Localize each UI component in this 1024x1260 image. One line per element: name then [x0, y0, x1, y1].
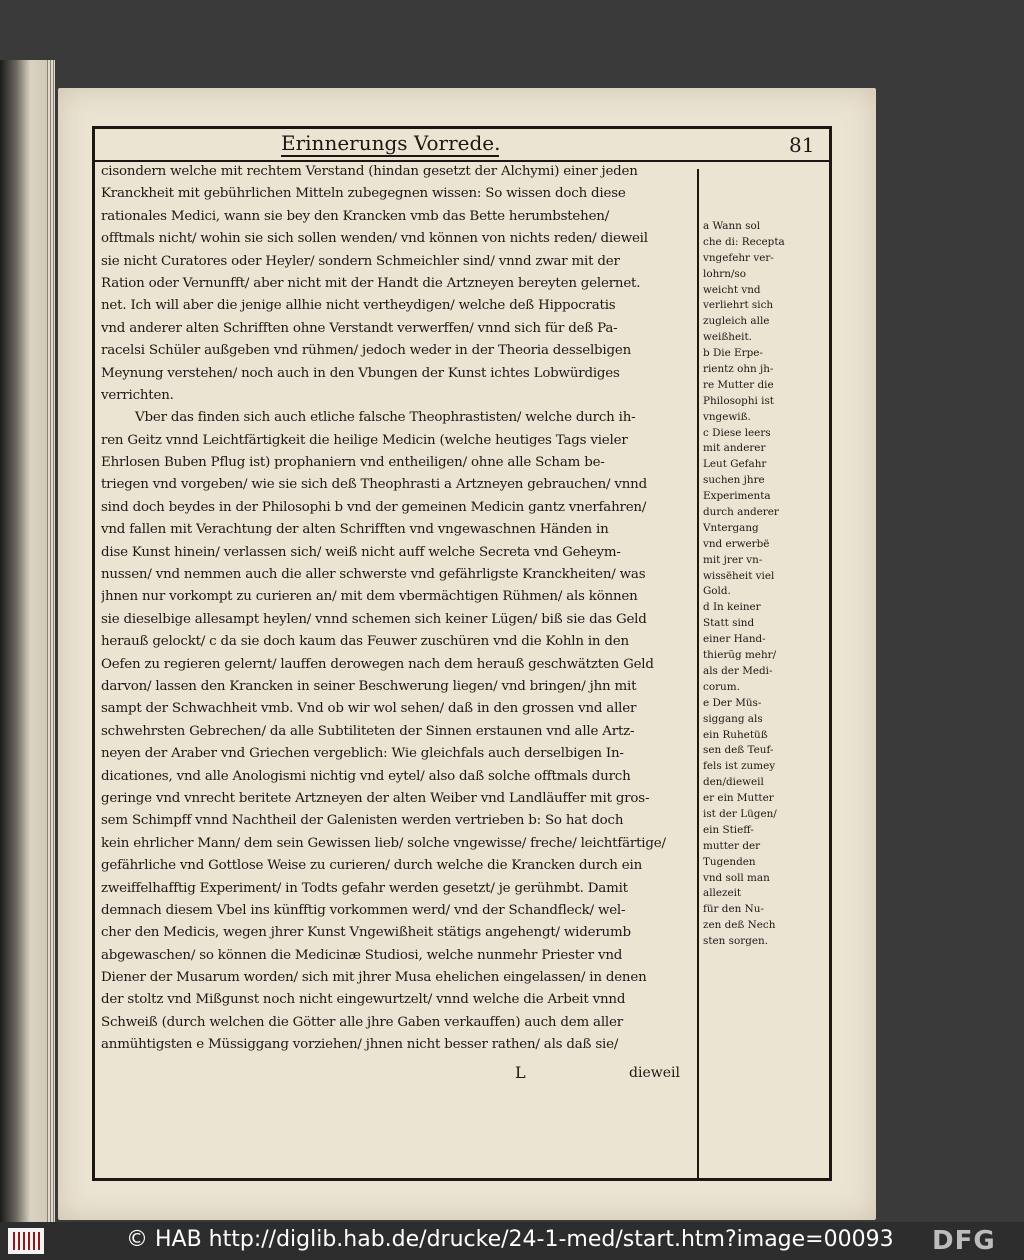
marginal-note-line: c Diese leers: [703, 426, 771, 439]
text-line: sem Schimpff vnnd Nachtheil der Galenisten werden vertrieben b: So hat doch: [101, 813, 624, 829]
marginal-note-line: Vntergang: [703, 521, 759, 534]
marginal-note-line: weicht vnd: [703, 283, 761, 296]
text-line: abgewaschen/ so können die Medicinæ Studiosi, welche nunmehr Priester vnd: [101, 947, 623, 963]
text-line: nussen/ vnd nemmen auch die aller schwerste vnd gefährligste Kranckheiten/ was: [101, 567, 646, 583]
text-line: demnach diesem Vbel ins künfftig vorkommen werd/ vnd der Schandfleck/ wel-: [101, 902, 626, 918]
text-line: verrichten.: [101, 387, 174, 403]
text-line: anmühtigsten e Müssiggang vorziehen/ jhnen nicht besser rathen/ als daß sie/: [101, 1037, 619, 1053]
text-line: ren Geitz vnnd Leichtfärtigkeit die heilige Medicin (welche heutiges Tags vieler: [101, 432, 628, 448]
text-line: Ration oder Vernunfft/ aber nicht mit der Handt die Artzneyen bereyten gelernet.: [101, 275, 641, 291]
marginal-note-line: den/dieweil: [703, 776, 764, 789]
marginal-note-line: weißheit.: [703, 331, 752, 344]
copyright-link[interactable]: © HAB http://diglib.hab.de/drucke/24-1-med/start.htm?image=00093: [126, 1227, 894, 1252]
marginal-note-line: vnd soll man: [703, 871, 770, 884]
marginal-note-line: d In keiner: [703, 601, 761, 614]
marginal-note-line: einer Hand-: [703, 633, 766, 646]
marginal-note-line: fels ist zumey: [703, 760, 776, 773]
text-line: Diener der Musarum worden/ sich mit jhrer Musa ehelichen eingelassen/ in denen: [101, 970, 647, 986]
page-stack-edge: [47, 60, 55, 1222]
text-line: schwehrsten Gebrechen/ da alle Subtiliteten der Sinnen erstaunen vnd alle Artz-: [101, 723, 635, 739]
marginal-note-line: a Wann sol: [703, 220, 761, 232]
marginal-note-line: vnd erwerbë: [703, 537, 770, 550]
text-line: Vber das finden sich auch etliche falsche Theophrastisten/ welche durch ih-: [135, 410, 636, 426]
marginal-note-line: b Die Erpe-: [703, 347, 763, 360]
marginal-note-line: er ein Mutter: [703, 792, 774, 805]
marginal-notes-column: [703, 219, 799, 950]
title-underline: [281, 155, 499, 157]
marginal-note-line: mutter der: [703, 839, 761, 852]
marginal-note-line: mit jrer vn-: [703, 553, 763, 566]
marginal-note-line: ist der Lügen/: [703, 807, 777, 820]
book-page: [58, 88, 876, 1220]
text-line: rationales Medici, wann sie bey den Krancken vmb das Bette herumbstehen/: [101, 208, 610, 224]
marginal-note-line: che di: Recepta: [703, 235, 785, 248]
marginal-note-line: verliehrt sich: [703, 299, 774, 312]
text-line: Kranckheit mit gebührlichen Mitteln zubegegnen wissen: So wissen doch diese: [101, 186, 626, 202]
text-line: vnd anderer alten Schrifften ohne Verstandt verwerffen/ vnnd sich für deß Pa-: [101, 320, 618, 336]
text-line: Ehrlosen Buben Pflug ist) prophaniern vnd entheiligen/ ohne alle Scham be-: [101, 455, 605, 471]
text-line: cisondern welche mit rechtem Verstand (hindan gesetzt der Alchymi) einer jeden: [101, 164, 638, 179]
text-line: kein ehrlicher Mann/ dem sein Gewissen lieb/ solche vngewisse/ freche/ leichtfärtige/: [101, 835, 666, 851]
marginal-note-line: thierũg mehr/: [703, 649, 777, 662]
marginal-note-line: zen deß Nech: [703, 919, 776, 932]
text-line: geringe vnd vnrecht beritete Artzneyen der alten Weiber vnd Landläuffer mit gros-: [101, 790, 650, 806]
marginal-note-line: Leut Gefahr: [703, 458, 767, 471]
text-line: dicationes, vnd alle Anologismi nichtig vnd eytel/ also daß solche offtmals durch: [101, 768, 631, 784]
text-line: neyen der Araber vnd Griechen vergeblich: Wie gleichfals auch derselbigen In-: [101, 746, 624, 762]
marginal-note-line: mit anderer: [703, 442, 766, 455]
text-line: zweiffelhafftig Experiment/ in Todts gefahr werden gesetzt/ je gerühmbt. Damit: [101, 880, 628, 896]
text-line: racelsi Schüler außgeben vnd rühmen/ jedoch weder in der Theoria desselbigen: [101, 343, 632, 359]
text-line: sie nicht Curatores oder Heyler/ sondern Schmeichler sind/ vnnd zwar mit der: [101, 253, 620, 269]
text-line: vnd fallen mit Verachtung der alten Schrifften vnd vngewaschnen Händen in: [101, 522, 609, 538]
marginal-note-line: siggang als: [703, 712, 763, 725]
text-line: triegen vnd vorgeben/ wie sie sich deß Theophrasti a Artzneyen gebrauchen/ vnnd: [101, 477, 647, 493]
marginal-note-line: ein Stieff-: [703, 823, 754, 836]
hab-logo-icon: [8, 1228, 44, 1254]
text-line: jhnen nur vorkompt zu curieren an/ mit dem vbermächtigen Rühmen/ als können: [101, 589, 638, 605]
text-line: der stoltz vnd Mißgunst noch nicht eingewurtzelt/ vnnd welche die Arbeit vnnd: [101, 992, 626, 1008]
signature-mark: L: [515, 1063, 526, 1082]
marginal-note-line: Tugenden: [703, 855, 756, 868]
marginal-note-line: Philosophi ist: [703, 394, 774, 407]
running-header: [95, 129, 835, 161]
marginal-note-line: wissëheit viel: [703, 569, 775, 582]
marginal-note-line: corum.: [703, 680, 740, 693]
marginal-note-line: allezeit: [703, 887, 742, 900]
marginal-column-rule: [697, 169, 699, 1181]
text-line: sind doch beydes in der Philosophi b vnd der gemeinen Medicin gantz vnerfahren/: [101, 499, 647, 515]
marginal-note-line: Gold.: [703, 585, 731, 598]
viewer-footer: [0, 1222, 1024, 1260]
marginal-note-line: vngewiß.: [703, 410, 751, 423]
catchword: dieweil: [629, 1065, 680, 1081]
dfg-logo: DFG: [932, 1226, 996, 1256]
marginal-note-line: vngefehr ver-: [703, 251, 774, 264]
marginal-note-line: sten sorgen.: [703, 935, 769, 948]
marginal-note-line: für den Nu-: [703, 903, 764, 916]
marginal-note-line: suchen jhre: [703, 474, 765, 487]
marginal-note-line: re Mutter die: [703, 378, 774, 391]
marginal-note-line: Statt sind: [703, 617, 755, 630]
text-line: Schweiß (durch welchen die Götter alle jhre Gaben verkauffen) auch dem aller: [101, 1014, 623, 1030]
marginal-note-line: als der Medi-: [703, 664, 773, 677]
marginal-note-line: zugleich alle: [703, 315, 770, 328]
marginal-note-line: Experimenta: [703, 490, 771, 503]
text-line: gefährliche vnd Gottlose Weise zu curieren/ durch welche die Krancken durch ein: [101, 858, 643, 874]
text-line: Oefen zu regieren gelernt/ lauffen derowegen nach dem herauß geschwätzten Geld: [101, 656, 654, 672]
text-line: darvon/ lassen den Krancken in seiner Beschwerung liegen/ vnd bringen/ jhn mit: [101, 678, 637, 694]
marginal-note-line: e Der Müs-: [703, 696, 762, 709]
text-line: Meynung verstehen/ noch auch in den Vbungen der Kunst ichtes Lobwürdiges: [101, 365, 620, 381]
text-line: herauß gelockt/ c da sie doch kaum das Feuwer zuschüren vnd die Kohln in den: [101, 634, 629, 650]
text-frame: [92, 126, 832, 1181]
marginal-note-line: sen deß Teuf-: [703, 744, 774, 757]
text-line: net. Ich will aber die jenige allhie nicht vertheydigen/ welche deß Hippocratis: [101, 298, 616, 314]
running-title: Erinnerungs Vorrede.: [281, 131, 501, 155]
main-text-column: [101, 161, 695, 1057]
marginal-note-line: ein Ruhetüß: [703, 728, 768, 741]
marginal-note-line: durch anderer: [703, 506, 779, 519]
text-line: sampt der Schwachheit vmb. Vnd ob wir wol sehen/ daß in den grossen vnd aller: [101, 701, 637, 717]
text-line: offtmals nicht/ wohin sie sich sollen wenden/ vnd können von nichts reden/ dieweil: [101, 231, 648, 247]
text-line: dise Kunst hinein/ verlassen sich/ weiß nicht auff welche Secreta vnd Geheym-: [101, 544, 621, 560]
marginal-note-line: rientz ohn jh-: [703, 363, 774, 376]
marginal-note-line: lohrn/so: [703, 267, 747, 280]
text-line: cher den Medicis, wegen jhrer Kunst Vngewißheit stätigs angehengt/ widerumb: [101, 925, 631, 941]
page-number: 81: [789, 133, 815, 157]
text-line: sie dieselbige allesampt heylen/ vnnd schemen sich keiner Lügen/ biß sie das Geld: [101, 611, 647, 627]
adjacent-page-edge: [0, 60, 55, 1222]
